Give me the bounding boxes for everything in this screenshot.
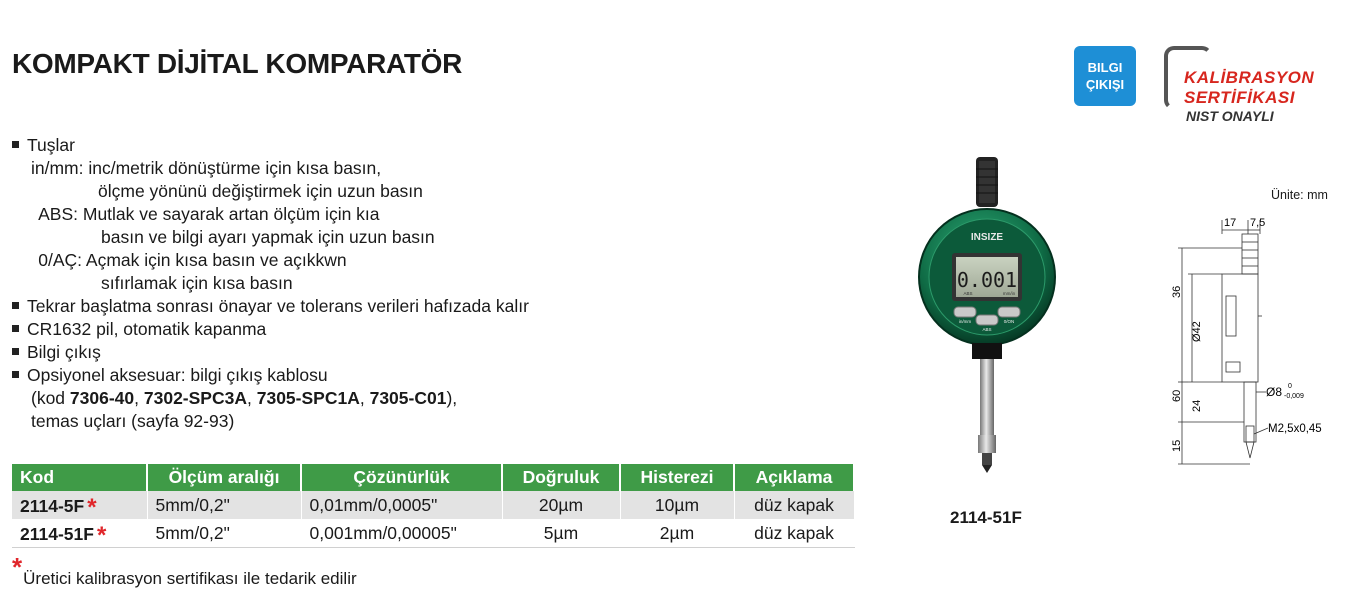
data-output-badge — [1074, 46, 1136, 106]
lcd-reading: 0.001 — [956, 268, 1018, 292]
badge-line2: ÇIKIŞI — [1085, 77, 1125, 92]
stem-collar — [972, 343, 1002, 359]
cell-range: 5mm/0,2" — [147, 491, 301, 519]
cell-hysteresis: 10µm — [620, 491, 734, 519]
cell-kod: 2114-51F * — [12, 519, 147, 548]
cell-kod: 2114-5F * — [12, 491, 147, 519]
unit-label: Ünite: mm — [1271, 188, 1328, 202]
cell-accuracy: 20µm — [502, 491, 620, 519]
cell-description: düz kapak — [734, 519, 854, 548]
dim-dia8: Ø8 — [1266, 385, 1283, 399]
dim-7-5: 7,5 — [1250, 217, 1266, 229]
bullet-icon — [12, 348, 19, 355]
col-kod: Kod — [12, 464, 147, 491]
cert-line1: KALİBRASYON — [1184, 68, 1315, 87]
inmm-button — [954, 307, 976, 317]
table-row — [12, 491, 854, 519]
cell-range: 5mm/0,2" — [147, 519, 301, 548]
page-title: KOMPAKT DİJİTAL KOMPARATÖR — [12, 48, 463, 79]
key-inmm-cont: ölçme yönünü değiştirmek için uzun basın — [98, 181, 423, 201]
bullet-icon — [12, 325, 19, 332]
key-ac-cont: sıfırlamak için kısa basın — [101, 273, 293, 293]
brand-logo: INSIZE — [970, 232, 1004, 243]
on-button — [998, 307, 1020, 317]
product-caption: 2114-51F — [950, 508, 1022, 527]
feature-list — [12, 134, 529, 433]
feature-item: Opsiyonel aksesuar: bilgi çıkış kablosu — [12, 364, 529, 387]
svg-text:0/ON: 0/ON — [1003, 319, 1015, 324]
dim-60: 60 — [1171, 389, 1183, 402]
cell-description: düz kapak — [734, 491, 854, 519]
contact-point — [982, 465, 992, 473]
dim-thread: M2,5x0,45 — [1268, 423, 1322, 435]
feature-item: Tuşlar — [12, 134, 529, 157]
tol-lower: -0,009 — [1284, 393, 1304, 400]
col-accuracy: Doğruluk — [502, 464, 620, 491]
feature-item: CR1632 pil, otomatik kapanma — [12, 318, 529, 341]
col-description: Açıklama — [734, 464, 854, 491]
cell-resolution: 0,01mm/0,0005" — [301, 491, 502, 519]
bullet-icon — [12, 371, 19, 378]
accessory-codes: (kod 7306-40, 7302-SPC3A, 7305-SPC1A, 7305-C01), — [31, 388, 458, 408]
dim-42: Ø42 — [1191, 321, 1203, 342]
svg-text:ABS: ABS — [963, 291, 973, 296]
asterisk-icon: * — [12, 552, 23, 582]
calibration-certificate-logo — [1160, 44, 1350, 126]
col-hysteresis: Histerezi — [620, 464, 734, 491]
dim-24: 24 — [1191, 399, 1203, 412]
dim-36: 36 — [1171, 285, 1183, 298]
asterisk-icon: * — [96, 522, 107, 549]
asterisk-icon: * — [87, 494, 97, 521]
cell-accuracy: 5µm — [502, 519, 620, 548]
cell-hysteresis: 2µm — [620, 519, 734, 548]
tol-upper: 0 — [1288, 383, 1292, 390]
technical-drawing — [1160, 206, 1356, 476]
contact-points: temas uçları (sayfa 92-93) — [31, 411, 235, 431]
col-range: Ölçüm aralığı — [147, 464, 301, 491]
svg-text:ABS: ABS — [982, 327, 992, 332]
key-abs-cont: basın ve bilgi ayarı yapmak için uzun basın — [101, 227, 435, 247]
key-abs: ABS: Mutlak ve sayarak artan ölçüm için kıa — [38, 204, 380, 224]
cert-line2: SERTİFİKASI — [1184, 88, 1295, 107]
dim-15: 15 — [1171, 439, 1183, 452]
key-ac: 0/AÇ: Açmak için kısa basın ve açıkkwn — [38, 250, 347, 270]
table-header-row — [12, 464, 854, 491]
key-inmm: in/mm: inc/metrik dönüştürme için kısa basın, — [31, 158, 382, 178]
feature-item: Bilgi çıkış — [12, 341, 529, 364]
spec-table — [12, 464, 855, 548]
product-image — [912, 155, 1062, 485]
svg-text:in/mm: in/mm — [958, 319, 972, 324]
stem — [980, 359, 994, 435]
svg-text:mm/in: mm/in — [1002, 291, 1016, 296]
feature-item: Tekrar başlatma sonrası önayar ve tolerans verileri hafızada kalır — [12, 295, 529, 318]
bullet-icon — [12, 302, 19, 309]
footnote: *Üretici kalibrasyon sertifikası ile tedarik edilir — [12, 552, 357, 588]
abs-button — [976, 315, 998, 325]
table-row — [12, 519, 854, 548]
bullet-icon — [12, 141, 19, 148]
badge-line1: BILGI — [1087, 60, 1123, 75]
cell-resolution: 0,001mm/0,00005" — [301, 519, 502, 548]
dim-17: 17 — [1224, 217, 1237, 229]
col-resolution: Çözünürlük — [301, 464, 502, 491]
cert-line3: NIST ONAYLI — [1186, 108, 1274, 124]
